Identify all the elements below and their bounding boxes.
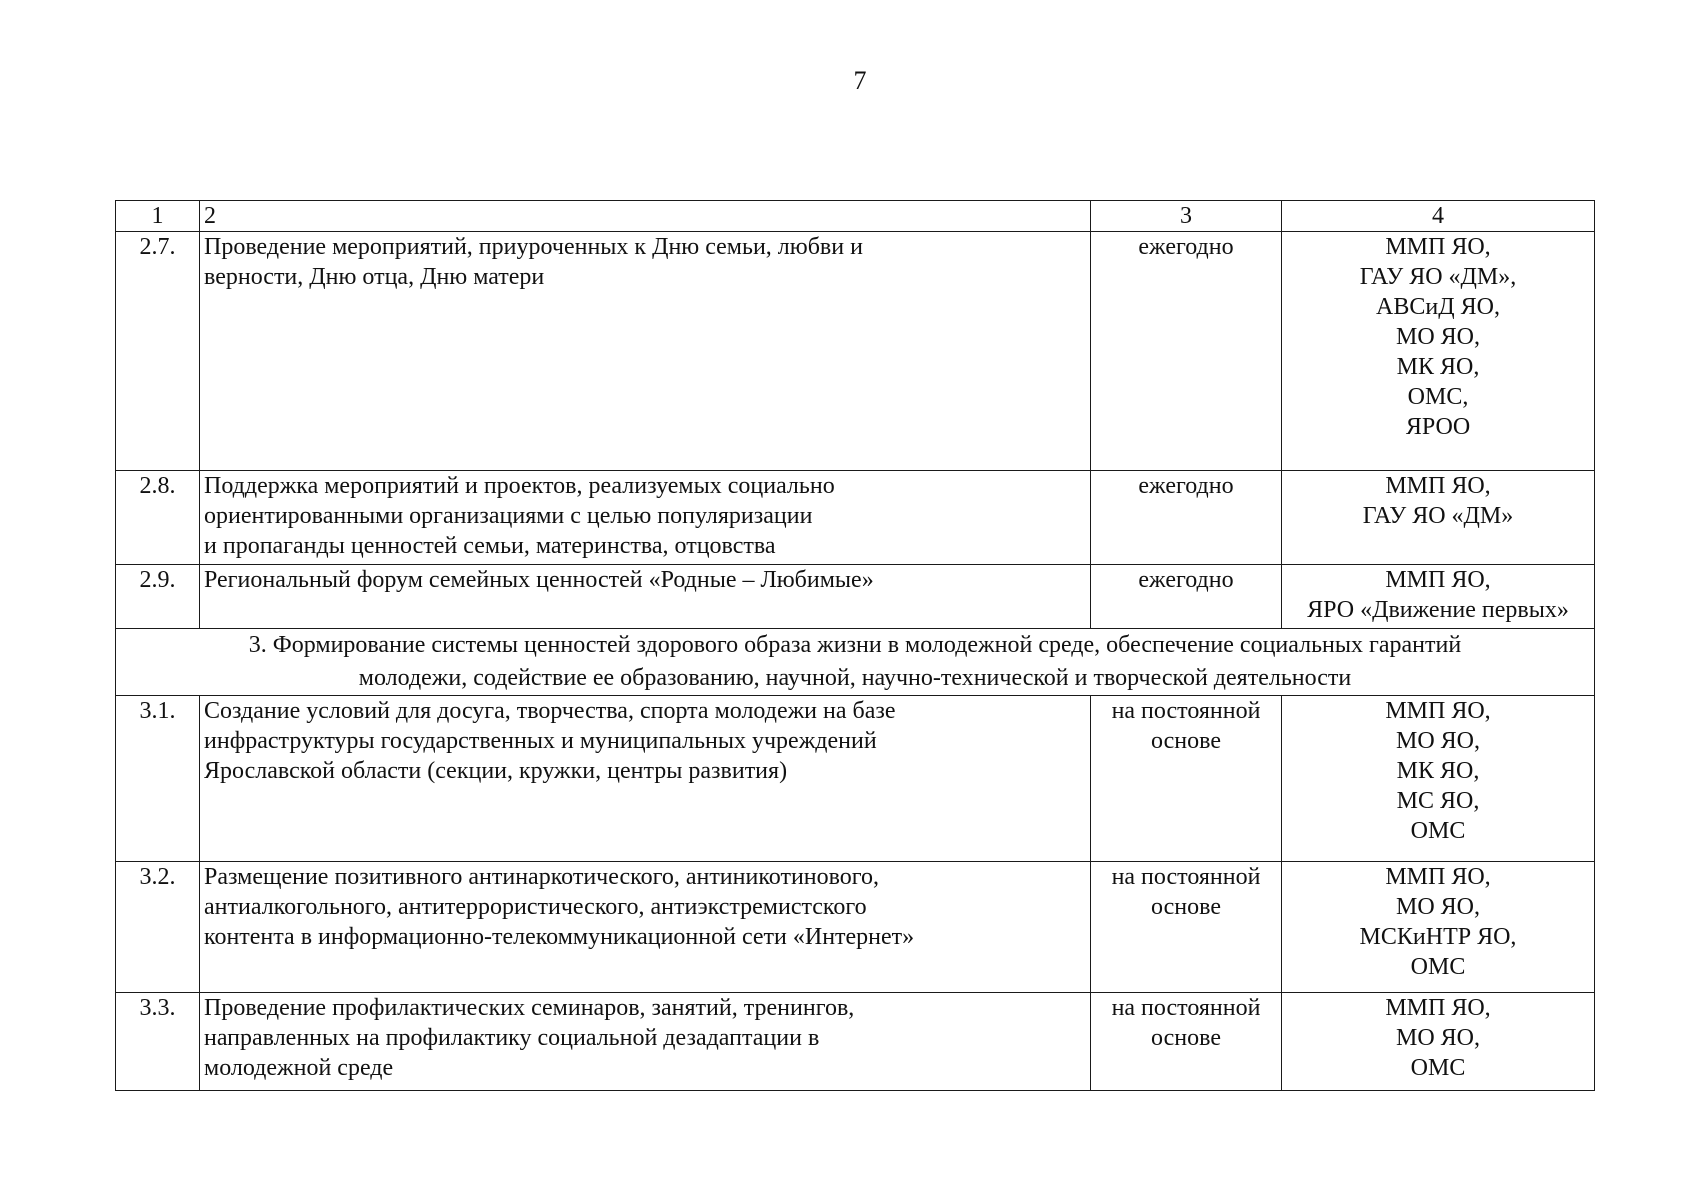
- row-executors: [1282, 471, 1595, 565]
- term-line: основе: [1151, 728, 1221, 754]
- header-col-4: 4: [1282, 201, 1595, 232]
- executor-line: ММП ЯО,: [1385, 995, 1491, 1021]
- measures-table: [115, 200, 1595, 1091]
- executor-line: ОМС: [1410, 818, 1466, 844]
- row-measure: [200, 565, 1091, 629]
- row-measure: [200, 862, 1091, 993]
- measure-line: инфраструктуры государственных и муниципальных учреждений: [204, 728, 877, 754]
- row-term: [1091, 471, 1282, 565]
- term-line: на постоянной: [1111, 864, 1261, 890]
- term-line: ежегодно: [1138, 234, 1234, 260]
- table-row: [116, 471, 1595, 565]
- row-executors: [1282, 565, 1595, 629]
- measure-line: ориентированными организациями с целью популяризации: [204, 503, 813, 529]
- section-heading-line: 3. Формирование системы ценностей здорового образа жизни в молодежной среде, обеспечение социальных гарантий: [248, 632, 1462, 658]
- measure-line: Ярославской области (секции, кружки, центры развития): [204, 758, 788, 784]
- row-term: [1091, 862, 1282, 993]
- row-measure: [200, 232, 1091, 471]
- executor-line: МСКиНТР ЯО,: [1359, 924, 1517, 950]
- executor-line: ЯРО «Движение первых»: [1307, 597, 1569, 623]
- row-number: 3.1.: [116, 696, 200, 862]
- header-col-2: 2: [200, 201, 1091, 232]
- executor-line: МК ЯО,: [1396, 758, 1480, 784]
- term-line: основе: [1151, 894, 1221, 920]
- executor-line: ГАУ ЯО «ДМ»,: [1359, 264, 1517, 290]
- executor-line: МО ЯО,: [1395, 894, 1480, 920]
- measure-line: верности, Дню отца, Дню матери: [204, 264, 545, 290]
- term-line: ежегодно: [1138, 473, 1234, 499]
- term-line: основе: [1151, 1025, 1221, 1051]
- executor-line: МО ЯО,: [1395, 324, 1480, 350]
- section-heading-row: [116, 629, 1595, 696]
- measure-line: контента в информационно-телекоммуникационной сети «Интернет»: [204, 924, 915, 950]
- measure-line: направленных на профилактику социальной дезадаптации в: [204, 1025, 820, 1051]
- executor-line: ОМС: [1410, 1055, 1466, 1081]
- page-number: 7: [853, 66, 867, 95]
- row-measure: [200, 993, 1091, 1091]
- row-number: 3.3.: [116, 993, 200, 1091]
- executor-line: ММП ЯО,: [1385, 698, 1491, 724]
- term-line: ежегодно: [1138, 567, 1234, 593]
- measure-line: Региональный форум семейных ценностей «Родные – Любимые»: [204, 567, 874, 593]
- executor-line: ММП ЯО,: [1385, 473, 1491, 499]
- executor-line: ОМС: [1410, 954, 1466, 980]
- executor-line: МО ЯО,: [1395, 728, 1480, 754]
- row-measure: [200, 696, 1091, 862]
- executor-line: ЯРОО: [1405, 414, 1471, 440]
- row-number: 2.9.: [116, 565, 200, 629]
- row-term: [1091, 565, 1282, 629]
- section-heading: [116, 629, 1595, 696]
- row-executors: [1282, 862, 1595, 993]
- table-row: [116, 232, 1595, 471]
- table-row: [116, 993, 1595, 1091]
- header-col-3: 3: [1091, 201, 1282, 232]
- executor-line: ММП ЯО,: [1385, 864, 1491, 890]
- row-term: [1091, 993, 1282, 1091]
- header-col-1: 1: [116, 201, 200, 232]
- row-term: [1091, 696, 1282, 862]
- table-row: [116, 696, 1595, 862]
- measure-line: антиалкогольного, антитеррористического, антиэкстремистского: [204, 894, 867, 920]
- executor-line: ОМС,: [1407, 384, 1469, 410]
- row-term: [1091, 232, 1282, 471]
- section-heading-line: молодежи, содействие ее образованию, научной, научно-технической и творческой деятельности: [358, 665, 1352, 691]
- term-line: на постоянной: [1111, 698, 1261, 724]
- executor-line: МК ЯО,: [1396, 354, 1480, 380]
- executor-line: АВСиД ЯО,: [1376, 294, 1500, 320]
- row-measure: [200, 471, 1091, 565]
- measure-line: молодежной среде: [204, 1055, 394, 1081]
- executor-line: ММП ЯО,: [1385, 567, 1491, 593]
- executor-line: МС ЯО,: [1396, 788, 1480, 814]
- executor-line: ГАУ ЯО «ДМ»: [1362, 503, 1514, 529]
- row-number: 3.2.: [116, 862, 200, 993]
- measure-line: и пропаганды ценностей семьи, материнства, отцовства: [204, 533, 776, 559]
- row-executors: [1282, 993, 1595, 1091]
- row-executors: [1282, 696, 1595, 862]
- term-line: на постоянной: [1111, 995, 1261, 1021]
- executor-line: ММП ЯО,: [1385, 234, 1491, 260]
- row-executors: [1282, 232, 1595, 471]
- table-row: [116, 565, 1595, 629]
- table-row: [116, 862, 1595, 993]
- measure-line: Создание условий для досуга, творчества, спорта молодежи на базе: [204, 698, 896, 724]
- executor-line: МО ЯО,: [1395, 1025, 1480, 1051]
- measure-line: Проведение мероприятий, приуроченных к Дню семьи, любви и: [204, 234, 863, 260]
- measure-line: Поддержка мероприятий и проектов, реализуемых социально: [204, 473, 835, 499]
- row-number: 2.8.: [116, 471, 200, 565]
- measure-line: Проведение профилактических семинаров, занятий, тренингов,: [204, 995, 855, 1021]
- table-header-row: [116, 201, 1595, 232]
- row-number: 2.7.: [116, 232, 200, 471]
- measure-line: Размещение позитивного антинаркотического, антиникотинового,: [204, 864, 880, 890]
